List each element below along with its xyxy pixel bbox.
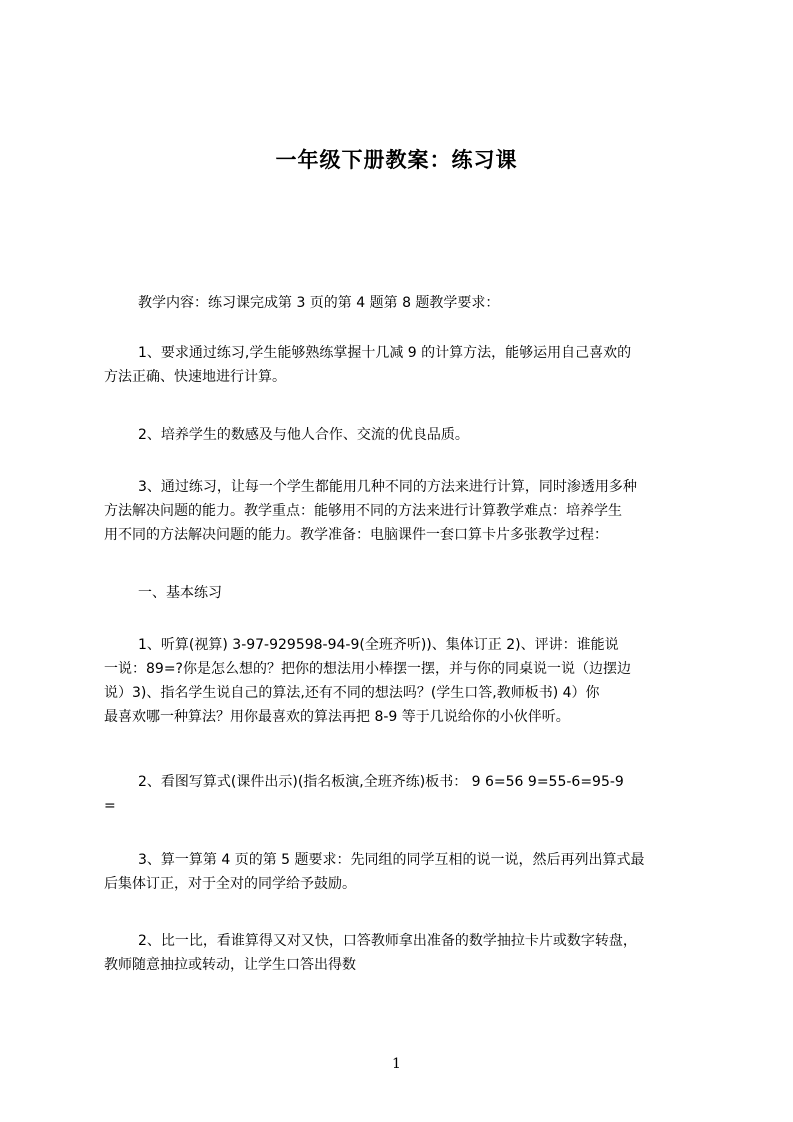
paragraph-compare bbox=[104, 929, 708, 977]
text-line: 后集体订正，对于全对的同学给予鼓励。 bbox=[104, 876, 356, 892]
text-line: 2、培养学生的数感及与他人合作、交流的优良品质。 bbox=[138, 427, 469, 443]
text-line: 方法解决问题的能力。教学重点：能够用不同的方法来进行计算教学难点：培养学生 bbox=[104, 503, 622, 519]
text-line: 一、基本练习 bbox=[138, 585, 222, 601]
paragraph-requirement-3 bbox=[104, 475, 708, 547]
text-line: 2、比一比，看谁算得又对又快，口答教师拿出准备的数学抽拉卡片或数字转盘， bbox=[138, 933, 637, 949]
text-line: 教师随意抽拉或转动，让学生口答出得数 bbox=[104, 957, 356, 973]
text-line: 3、算一算第 4 页的第 5 题要求：先同组的同学互相的说一说，然后再列出算式最 bbox=[138, 852, 645, 868]
page-title: 一年级下册教案：练习课 bbox=[275, 148, 518, 172]
text-line: 方法正确、快速地进行计算。 bbox=[104, 369, 286, 385]
paragraph-picture-formula bbox=[104, 770, 708, 818]
page-number: 1 bbox=[392, 1056, 401, 1072]
paragraph-requirement-2 bbox=[104, 423, 708, 447]
paragraph-listening-calc bbox=[104, 633, 708, 729]
text-line: 3、通过练习，让每一个学生都能用几种不同的方法来进行计算，同时渗透用多种 bbox=[138, 479, 637, 495]
text-line: = bbox=[104, 798, 116, 814]
text-line: 2、看图写算式(课件出示)(指名板演,全班齐练)板书： 9 6=56 9=55-6=95-9 bbox=[138, 774, 624, 790]
paragraph-content bbox=[104, 291, 708, 315]
paragraph-calculate bbox=[104, 848, 708, 896]
section-heading-basic-practice bbox=[104, 581, 708, 605]
text-line: 最喜欢哪一种算法？用你最喜欢的算法再把 8-9 等于几说给你的小伙伴听。 bbox=[104, 709, 570, 725]
paragraph-requirement-1 bbox=[104, 341, 708, 389]
text-line: 1、要求通过练习,学生能够熟练掌握十几减 9 的计算方法，能够运用自己喜欢的 bbox=[138, 345, 632, 361]
text-line: 用不同的方法解决问题的能力。教学准备：电脑课件一套口算卡片多张教学过程： bbox=[104, 527, 608, 543]
text-line: 说）3)、指名学生说自己的算法,还有不同的想法吗？(学生口答,教师板书) 4）你 bbox=[104, 685, 600, 701]
text-line: 教学内容：练习课完成第 3 页的第 4 题第 8 题教学要求： bbox=[138, 295, 500, 311]
text-line: 一说：89=?你是怎么想的？把你的想法用小棒摆一摆，并与你的同桌说一说（边摆边 bbox=[104, 661, 631, 677]
text-line: 1、听算(视算) 3-97-929598-94-9(全班齐听))、集体订正 2)、评讲：谁能说 bbox=[138, 637, 619, 653]
